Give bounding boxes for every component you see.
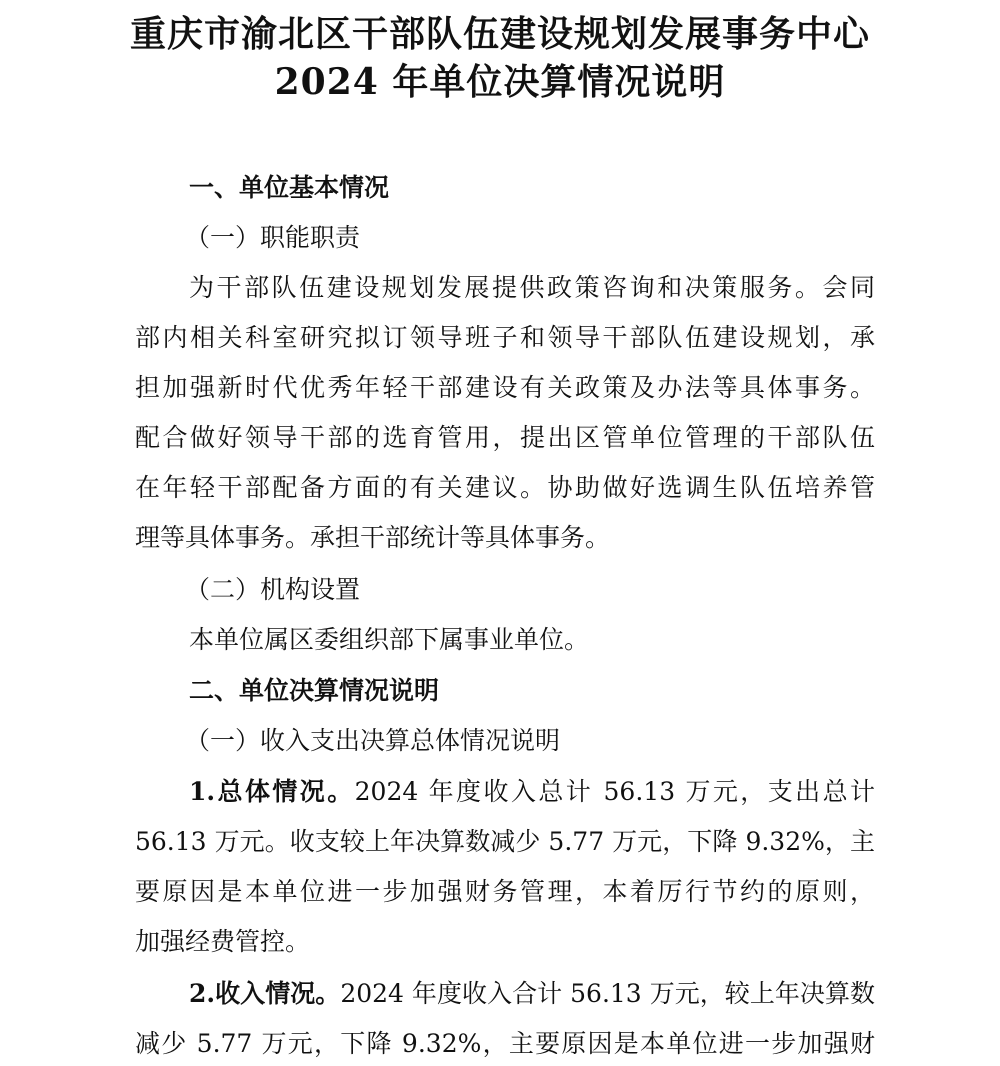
paragraph-line: 部内相关科室研究拟订领导班子和领导干部队伍建设规划，承 [135,323,875,352]
paragraph-line: 本单位属区委组织部下属事业单位。 [189,625,590,654]
paragraph-line: 理等具体事务。承担干部统计等具体事务。 [135,523,611,552]
document-title-line-1: 重庆市渝北区干部队伍建设规划发展事务中心 [129,13,870,55]
paragraph-line: 在年轻干部配备方面的有关建议。协助做好选调生队伍培养管 [135,473,875,502]
paragraph-lead-label: 2.收入情况。 [189,979,341,1008]
section-1-sub-2-heading: （二）机构设置 [185,575,361,604]
paragraph-line: 减少 5.77 万元，下降 9.32%，主要原因是本单位进一步加强财 [135,1029,875,1058]
document-title-line-2: 2024 年单位决算情况说明 [274,61,726,103]
paragraph-line [189,776,875,808]
section-1-heading: 一、单位基本情况 [189,173,390,202]
paragraph-line: 56.13 万元。收支较上年决算数减少 5.77 万元，下降 9.32%，主 [135,827,875,856]
section-2-heading: 二、单位决算情况说明 [189,676,440,705]
paragraph-line [189,978,875,1010]
paragraph-line: 配合做好领导干部的选育管用，提出区管单位管理的干部队伍 [135,423,875,452]
paragraph-line: 担加强新时代优秀年轻干部建设有关政策及办法等具体事务。 [135,373,875,402]
paragraph-lead-text: 2024 年度收入合计 56.13 万元，较上年决算数 [340,979,875,1008]
section-2-sub-1-heading: （一）收入支出决算总体情况说明 [185,726,561,755]
paragraph-lead-label: 1.总体情况。 [189,777,355,806]
section-1-sub-1-heading: （一）职能职责 [185,223,361,252]
paragraph-line: 为干部队伍建设规划发展提供政策咨询和决策服务。会同 [189,273,875,302]
paragraph-line: 要原因是本单位进一步加强财务管理，本着厉行节约的原则， [135,877,875,906]
paragraph-lead-text: 2024 年度收入总计 56.13 万元，支出总计 [354,777,875,806]
paragraph-line: 加强经费管控。 [135,927,311,956]
